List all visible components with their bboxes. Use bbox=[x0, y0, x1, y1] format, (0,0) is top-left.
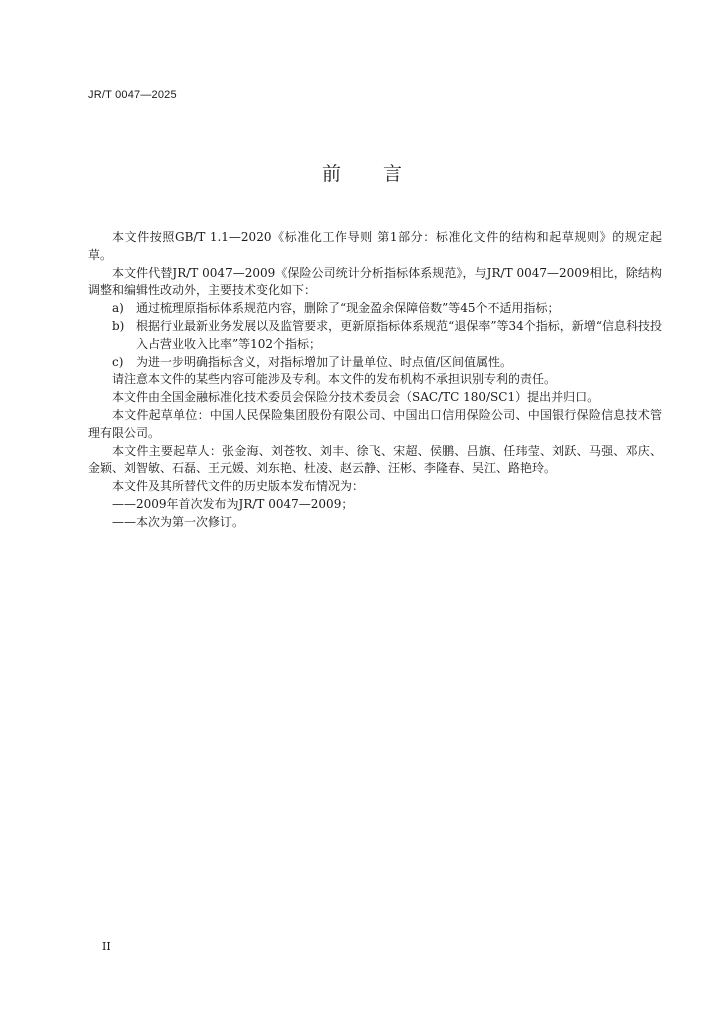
list-text: 为进一步明确指标含义，对指标增加了计量单位、时点值/区间值属性。 bbox=[136, 354, 513, 369]
history-item: ——本次为第一次修订。 bbox=[112, 514, 245, 529]
change-item-a bbox=[88, 300, 662, 318]
title-char-2: 言 bbox=[383, 163, 403, 185]
change-item-b bbox=[88, 318, 662, 354]
change-item-c bbox=[88, 354, 662, 372]
history-item: ——2009年首次发布为JR/T 0047—2009； bbox=[112, 496, 354, 511]
page-number: II bbox=[102, 940, 111, 953]
paragraph-drafters: 本文件主要起草人：张金海、刘苍牧、刘丰、徐飞、宋超、侯鹏、吕旗、任玮莹、刘跃、马强、邓庆、金颖、刘智敏、石磊、王元媛、刘东艳、杜凌、赵云静、汪彬、李隆春、吴江、路艳玲。 bbox=[88, 443, 662, 476]
paragraph-drafting-rules: 本文件按照GB/T 1.1—2020《标准化工作导则 第1部分：标准化文件的结构和起草规则》的规定起草。 bbox=[88, 230, 662, 262]
list-text: 通过梳理原指标体系规范内容，删除了“现金盈余保障倍数”等45个不适用指标； bbox=[136, 301, 560, 316]
paragraph-patent-notice: 请注意本文件的某些内容可能涉及专利。本文件的发布机构不承担识别专利的责任。 bbox=[112, 372, 557, 387]
list-text: 根据行业最新业务发展以及监管要求，更新原指标体系规范“退保率”等34个指标，新增“信息科技投入占营业收入比率”等102个指标； bbox=[136, 318, 662, 351]
list-marker: a) bbox=[112, 301, 124, 316]
document-code-header: JR/T 0047—2025 bbox=[88, 89, 177, 101]
page-title bbox=[0, 162, 724, 186]
paragraph-replacement: 本文件代替JR/T 0047—2009《保险公司统计分析指标体系规范》，与JR/T 0047—2009相比，除结构调整和编辑性改动外，主要技术变化如下： bbox=[88, 265, 662, 298]
paragraph-proposer: 本文件由全国金融标准化技术委员会保险分技术委员会（SAC/TC 180/SC1）提出并归口。 bbox=[112, 390, 600, 405]
paragraph-drafting-units: 本文件起草单位：中国人民保险集团股份有限公司、中国出口信用保险公司、中国银行保险信息技术管理有限公司。 bbox=[88, 407, 662, 440]
list-marker: b) bbox=[112, 318, 125, 333]
foreword-body bbox=[88, 229, 662, 532]
title-char-1: 前 bbox=[321, 163, 341, 185]
list-marker: c) bbox=[112, 354, 124, 369]
paragraph-history-intro: 本文件及其所替代文件的历史版本发布情况为： bbox=[112, 479, 365, 494]
